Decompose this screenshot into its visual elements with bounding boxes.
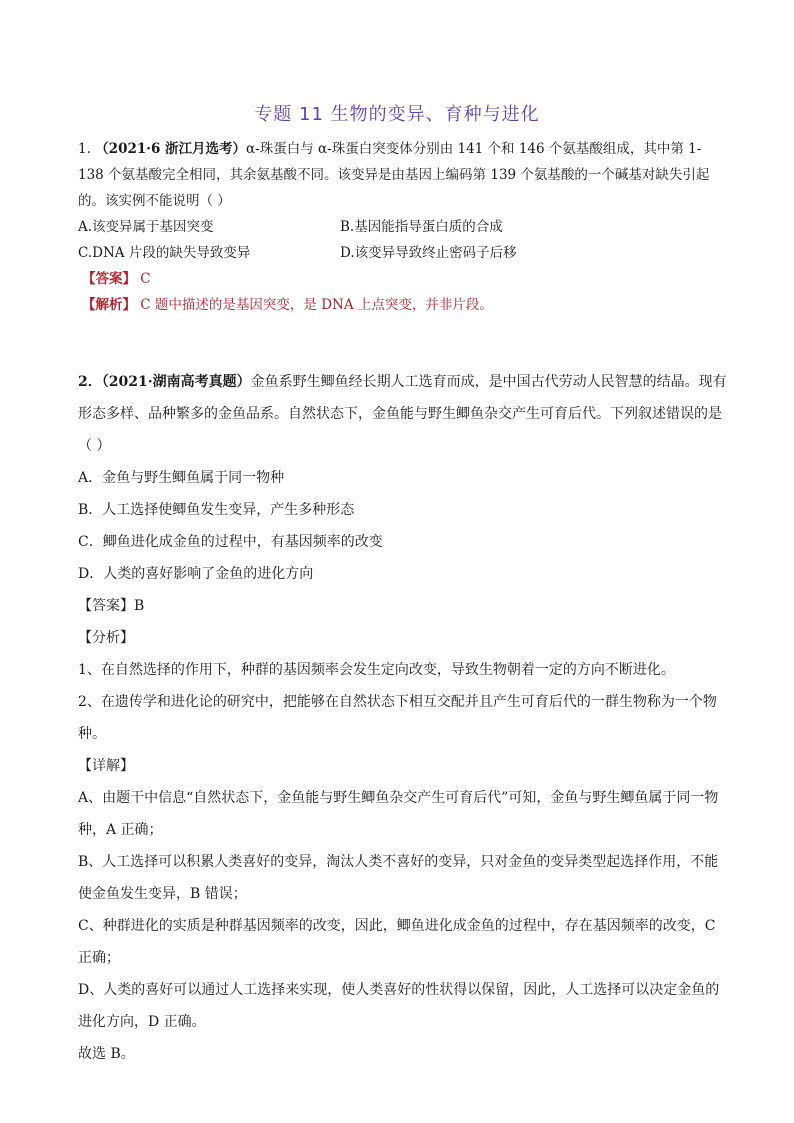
detail-d: D、人类的喜好可以通过人工选择来实现，使人类喜好的性状得以保留，因此，人工选择可以决定金鱼的进化方向，D 正确。 [78, 982, 720, 1030]
question-2-analysis-label: 【分析】 [78, 630, 134, 646]
answer-value: C [140, 271, 151, 287]
question-2-answer: 【答案】B [78, 598, 145, 614]
question-1-options-row-2 [78, 240, 718, 266]
analysis-label: 【解析】 [82, 297, 136, 313]
question-1 [78, 136, 718, 318]
question-1-number: 1. [78, 141, 96, 157]
question-1-analysis [78, 292, 718, 318]
option-d: D.该变异导致终止密码子后移 [340, 245, 517, 261]
page-title: 专题 11 生物的变异、育种与进化 [254, 104, 540, 125]
option-b: B.基因能指导蛋白质的合成 [340, 219, 503, 235]
question-1-options-row-1 [78, 214, 718, 240]
detail-a: A、由题干中信息“自然状态下，金鱼能与野生鲫鱼杂交产生可育后代”可知，金鱼与野生鲫鱼属于同一物种，A 正确； [78, 790, 719, 838]
question-2-stem [78, 366, 728, 462]
conclusion: 故选 B。 [78, 1046, 135, 1062]
question-2-text: 金鱼系野生鲫鱼经长期人工选育而成，是中国古代劳动人民智慧的结晶。现有形态多样、品种繁多的金鱼品系。自然状态下，金鱼能与野生鲫鱼杂交产生可育后代。下列叙述错误的是（ ） [78, 374, 727, 454]
option-c: C.DNA 片段的缺失导致变异 [78, 245, 251, 261]
option-a: A．金鱼与野生鲫鱼属于同一物种 [78, 470, 285, 486]
question-2-detail-label: 【详解】 [78, 758, 134, 774]
question-1-text: α-珠蛋白与 α-珠蛋白突变体分别由 141 个和 146 个氨基酸组成，其中第 1-138 个氨基酸完全相同，其余氨基酸不同。该变异是由基因上编码第 139 个氨基酸的一个碱基对缺失引起的。该实例不能说明（ ） [78, 141, 710, 209]
question-1-answer [78, 266, 718, 292]
question-2-source: （2021·湖南高考真题） [101, 374, 251, 390]
question-2-number: 2． [78, 374, 102, 390]
option-d: D．人类的喜好影响了金鱼的进化方向 [78, 566, 314, 582]
question-2 [78, 366, 728, 1070]
question-1-source: （2021·6 浙江月选考） [95, 141, 247, 157]
option-a: A.该变异属于基因突变 [78, 219, 214, 235]
analysis-point-2: 2、在遗传学和进化论的研究中，把能够在自然状态下相互交配并且产生可育后代的一群生物称为一个物种。 [78, 694, 717, 742]
option-c: C．鲫鱼进化成金鱼的过程中，有基因频率的改变 [78, 534, 383, 550]
question-1-stem [78, 136, 718, 214]
analysis-point-1: 1、在自然选择的作用下，种群的基因频率会发生定向改变，导致生物朝着一定的方向不断进化。 [78, 662, 675, 678]
detail-b: B、人工选择可以积累人类喜好的变异，淘汰人类不喜好的变异，只对金鱼的变异类型起选择作用，不能使金鱼发生变异，B 错误； [78, 854, 719, 902]
answer-label: 【答案】 [82, 271, 136, 287]
detail-c: C、种群进化的实质是种群基因频率的改变，因此，鲫鱼进化成金鱼的过程中，存在基因频率的改变，C 正确； [78, 918, 716, 966]
option-b: B．人工选择使鲫鱼发生变异，产生多种形态 [78, 502, 355, 518]
analysis-text: C 题中描述的是基因突变，是 DNA 上点突变，并非片段。 [140, 297, 493, 313]
